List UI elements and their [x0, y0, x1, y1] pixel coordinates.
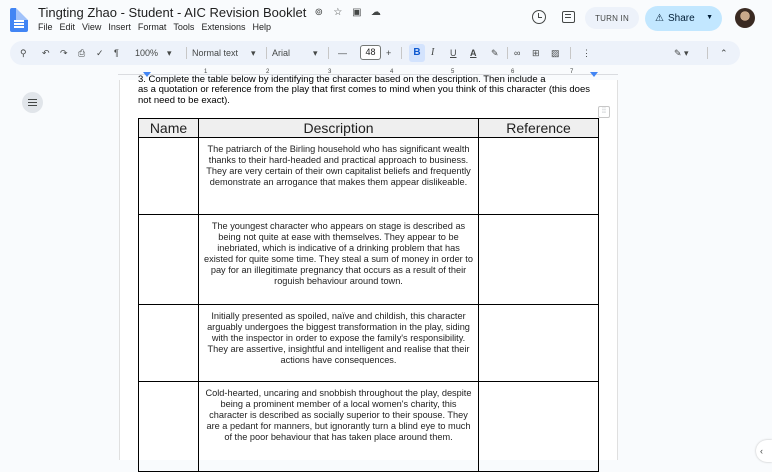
divider [507, 47, 508, 59]
outline-icon [28, 99, 37, 100]
table-options-icon[interactable]: ⁞⁞ [598, 106, 610, 118]
ruler-number: 1 [204, 69, 208, 75]
document-outline-button[interactable] [22, 92, 43, 113]
description-cell[interactable]: The youngest character who appears on stage is described as being not quite at ease with themselves. They appear to be inebriated, which is indicative of a drinking problem that has existed for quite some time. They steal a sum of money in order to pay for an illegitimate pregnancy that occurs as a result of their roguish behaviour around town. [199, 215, 479, 305]
ruler-number: 3 [328, 69, 332, 75]
cloud-status-icon[interactable]: ☁ [370, 7, 381, 18]
name-cell[interactable] [139, 305, 199, 382]
header-reference[interactable]: Reference [479, 119, 599, 138]
print-icon[interactable]: ⎙ [78, 48, 86, 58]
header-description[interactable]: Description [199, 119, 479, 138]
divider [401, 47, 402, 59]
share-label: Share [667, 13, 695, 24]
menu-help[interactable]: Help [252, 22, 271, 32]
more-options-icon[interactable]: ⋮ [582, 48, 591, 58]
name-cell[interactable] [139, 215, 199, 305]
side-panel-toggle-icon[interactable]: ‹ [756, 440, 772, 462]
divider [186, 47, 187, 59]
text-color-button[interactable]: A [470, 48, 477, 58]
font-chevron-icon[interactable]: ▾ [313, 48, 318, 58]
warning-icon: ⚠ [655, 13, 664, 24]
menu-file[interactable]: File [38, 22, 53, 32]
highlight-icon[interactable]: ✎ [491, 48, 499, 58]
document-title[interactable]: Tingting Zhao - Student - AIC Revision Booklet [38, 5, 307, 20]
insert-link-icon[interactable]: ∞ [514, 48, 521, 58]
undo-icon[interactable]: ↶ [42, 48, 50, 58]
menu-extensions[interactable]: Extensions [201, 22, 246, 32]
menu-format[interactable]: Format [137, 22, 167, 32]
description-cell[interactable]: The patriarch of the Birling household who has significant wealth thanks to their hard-headed and practical approach to business. They are very certain of their own capitalist beliefs and frequently demonstrate an arrogance that makes them appear dislikeable. [199, 138, 479, 215]
turn-in-button[interactable]: TURN IN [585, 7, 639, 29]
description-cell[interactable]: Initially presented as spoiled, naïve and childish, this character arguably undergoes the biggest transformation in the play, siding with the inspector in order to expose the family's responsibility. They are assertive, insightful and intelligent and realise that their actions have consequences. [199, 305, 479, 382]
formatting-toolbar [10, 41, 740, 65]
instruction-text: as a quotation or reference from the play that first comes to mind when you think of this character (this does not need to be exact). [138, 84, 591, 106]
ruler-number: 2 [266, 69, 270, 75]
ruler-number: 7 [570, 69, 574, 75]
bold-button[interactable]: B [409, 44, 425, 62]
name-cell[interactable] [139, 138, 199, 215]
header-name[interactable]: Name [139, 119, 199, 138]
divider [266, 47, 267, 59]
star-icon[interactable]: ☆ [333, 7, 343, 18]
hide-menus-icon[interactable]: ⌃ [720, 48, 728, 58]
avatar[interactable] [735, 8, 755, 28]
decrease-font-size-icon[interactable]: — [338, 48, 347, 58]
menu-view[interactable]: View [82, 22, 102, 32]
name-cell[interactable] [139, 382, 199, 472]
table-row [139, 138, 599, 215]
font-size-input[interactable]: 48 [360, 45, 381, 60]
italic-button[interactable]: I [431, 47, 435, 58]
redo-icon[interactable]: ↷ [60, 48, 68, 58]
ruler-number: 5 [451, 69, 455, 75]
add-comment-icon[interactable]: ⊞ [532, 48, 540, 58]
reference-cell[interactable] [479, 215, 599, 305]
comments-icon[interactable] [562, 11, 575, 23]
underline-button[interactable]: U [450, 48, 457, 58]
menu-bar [38, 22, 271, 32]
move-folder-icon[interactable]: ▣ [352, 7, 362, 18]
docs-logo-icon[interactable] [10, 8, 28, 32]
security-icon[interactable]: ⊚ [314, 7, 324, 18]
spellcheck-icon[interactable]: ✓ [96, 48, 104, 58]
app-header [0, 0, 768, 40]
reference-cell[interactable] [479, 382, 599, 472]
zoom-select[interactable]: 100% [135, 48, 159, 58]
partially-hidden-instruction: 3. Complete the table below by identifying the character based on the description. Then include a [138, 74, 546, 85]
share-button[interactable] [645, 6, 722, 31]
menu-edit[interactable]: Edit [59, 22, 76, 32]
reference-cell[interactable] [479, 305, 599, 382]
title-row [38, 5, 382, 20]
divider [570, 47, 571, 59]
table-row [139, 305, 599, 382]
menu-tools[interactable]: Tools [173, 22, 195, 32]
style-select[interactable]: Normal text [192, 48, 239, 58]
increase-font-size-icon[interactable]: + [386, 48, 392, 58]
character-table [138, 118, 599, 472]
style-chevron-icon[interactable]: ▾ [251, 48, 256, 58]
chevron-down-icon[interactable]: ▼ [706, 14, 713, 21]
table-header-row [139, 119, 599, 138]
table-row [139, 382, 599, 472]
insert-image-icon[interactable]: ▨ [551, 48, 560, 58]
version-history-icon[interactable] [532, 10, 546, 24]
search-menus-icon[interactable]: ⚲ [20, 48, 27, 58]
editing-mode-icon[interactable]: ✎ ▾ [674, 48, 689, 58]
ruler-number: 6 [511, 69, 515, 75]
font-select[interactable]: Arial [272, 48, 291, 58]
menu-insert[interactable]: Insert [108, 22, 131, 32]
description-cell[interactable]: Cold-hearted, uncaring and snobbish throughout the play, despite being a prominent member of a local women's charity, this character is described as socially superior to their spouse. They are a pedant for manners, but ignorantly turn a blind eye to much of the poor behaviour that has taken place around them. [199, 382, 479, 472]
zoom-chevron-icon[interactable]: ▾ [167, 48, 172, 58]
paint-format-icon[interactable]: ¶ [114, 48, 119, 58]
document-page[interactable] [119, 74, 618, 460]
table-row [139, 215, 599, 305]
reference-cell[interactable] [479, 138, 599, 215]
ruler-number: 4 [390, 69, 394, 75]
divider [707, 47, 708, 59]
divider [328, 47, 329, 59]
